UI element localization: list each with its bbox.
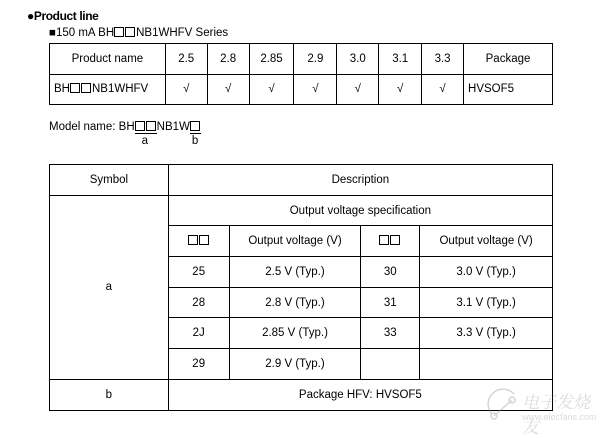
placeholder-box-icon	[125, 27, 135, 37]
table-header-row	[50, 44, 553, 75]
placeholder-box-icon	[135, 121, 145, 131]
header-cell: 2.9	[294, 44, 337, 75]
model-segment-a	[135, 121, 157, 147]
placeholder-box-icon	[70, 83, 80, 93]
code-cell: 2J	[168, 318, 229, 349]
check-cell: √	[294, 74, 337, 105]
check-cell: √	[165, 74, 207, 105]
code-header-cell	[168, 226, 229, 257]
voltage-cell	[420, 349, 553, 380]
voltage-header-cell: Output voltage (V)	[420, 226, 553, 257]
watermark-logo-icon	[484, 388, 524, 424]
header-cell: 3.3	[422, 44, 464, 75]
product-name-cell: BH NB1WHFV	[50, 74, 166, 105]
check-cell: √	[422, 74, 464, 105]
placeholder-box-icon	[81, 83, 91, 93]
header-cell: 2.8	[207, 44, 249, 75]
segment-b-label: b	[191, 135, 199, 147]
model-name-line: Model name: BH a NB1W b	[49, 121, 201, 134]
check-cell: √	[337, 74, 379, 105]
check-cell: √	[249, 74, 294, 105]
placeholder-box-icon	[114, 27, 124, 37]
segment-a-label: a	[141, 135, 149, 147]
watermark-title: 电子发烧友	[522, 393, 590, 438]
header-cell: Package	[464, 44, 553, 75]
placeholder-box-icon	[188, 235, 198, 245]
voltage-cell: 2.85 V (Typ.)	[229, 318, 361, 349]
header-cell: Description	[168, 165, 552, 196]
voltage-cell: 2.9 V (Typ.)	[229, 349, 361, 380]
code-cell: 33	[361, 318, 420, 349]
code-header-cell	[361, 226, 420, 257]
code-cell	[361, 349, 420, 380]
voltage-header-cell: Output voltage (V)	[229, 226, 361, 257]
placeholder-box-icon	[190, 121, 200, 131]
symbol-description-table	[49, 164, 553, 411]
check-cell: √	[207, 74, 249, 105]
code-cell: 30	[361, 257, 420, 288]
check-cell: √	[379, 74, 422, 105]
series-label: ■150 mA BH NB1WHFV Series	[49, 27, 229, 39]
section-heading	[27, 9, 98, 23]
code-cell: 31	[361, 287, 420, 318]
header-cell: 3.1	[379, 44, 422, 75]
table-row	[50, 195, 553, 226]
table-row	[50, 379, 553, 410]
placeholder-box-icon	[379, 235, 389, 245]
symbol-cell: b	[50, 379, 169, 410]
table-row	[50, 74, 553, 105]
section-title: Product line	[33, 9, 99, 23]
bullet-icon: ●	[27, 9, 34, 23]
square-bullet-icon: ■	[49, 27, 56, 39]
watermark	[484, 386, 604, 438]
header-cell: Symbol	[50, 165, 169, 196]
header-cell: Product name	[50, 44, 166, 75]
code-cell: 28	[168, 287, 229, 318]
model-segment-b	[190, 121, 201, 147]
header-cell: 3.0	[337, 44, 379, 75]
placeholder-box-icon	[390, 235, 400, 245]
code-cell: 25	[168, 257, 229, 288]
package-cell: HVSOF5	[464, 74, 553, 105]
voltage-cell: 2.8 V (Typ.)	[229, 287, 361, 318]
placeholder-box-icon	[199, 235, 209, 245]
voltage-cell: 3.3 V (Typ.)	[420, 318, 553, 349]
product-line-table	[49, 43, 553, 105]
header-cell: 2.5	[165, 44, 207, 75]
voltage-cell: 2.5 V (Typ.)	[229, 257, 361, 288]
spec-title-cell: Output voltage specification	[168, 195, 552, 226]
table-header-row	[50, 165, 553, 196]
placeholder-box-icon	[146, 121, 156, 131]
symbol-cell: a	[50, 195, 169, 379]
voltage-cell: 3.0 V (Typ.)	[420, 257, 553, 288]
watermark-url: www.elecfans.com	[522, 412, 597, 422]
header-cell: 2.85	[249, 44, 294, 75]
voltage-cell: 3.1 V (Typ.)	[420, 287, 553, 318]
code-cell: 29	[168, 349, 229, 380]
description-cell: Package HFV: HVSOF5	[168, 379, 552, 410]
